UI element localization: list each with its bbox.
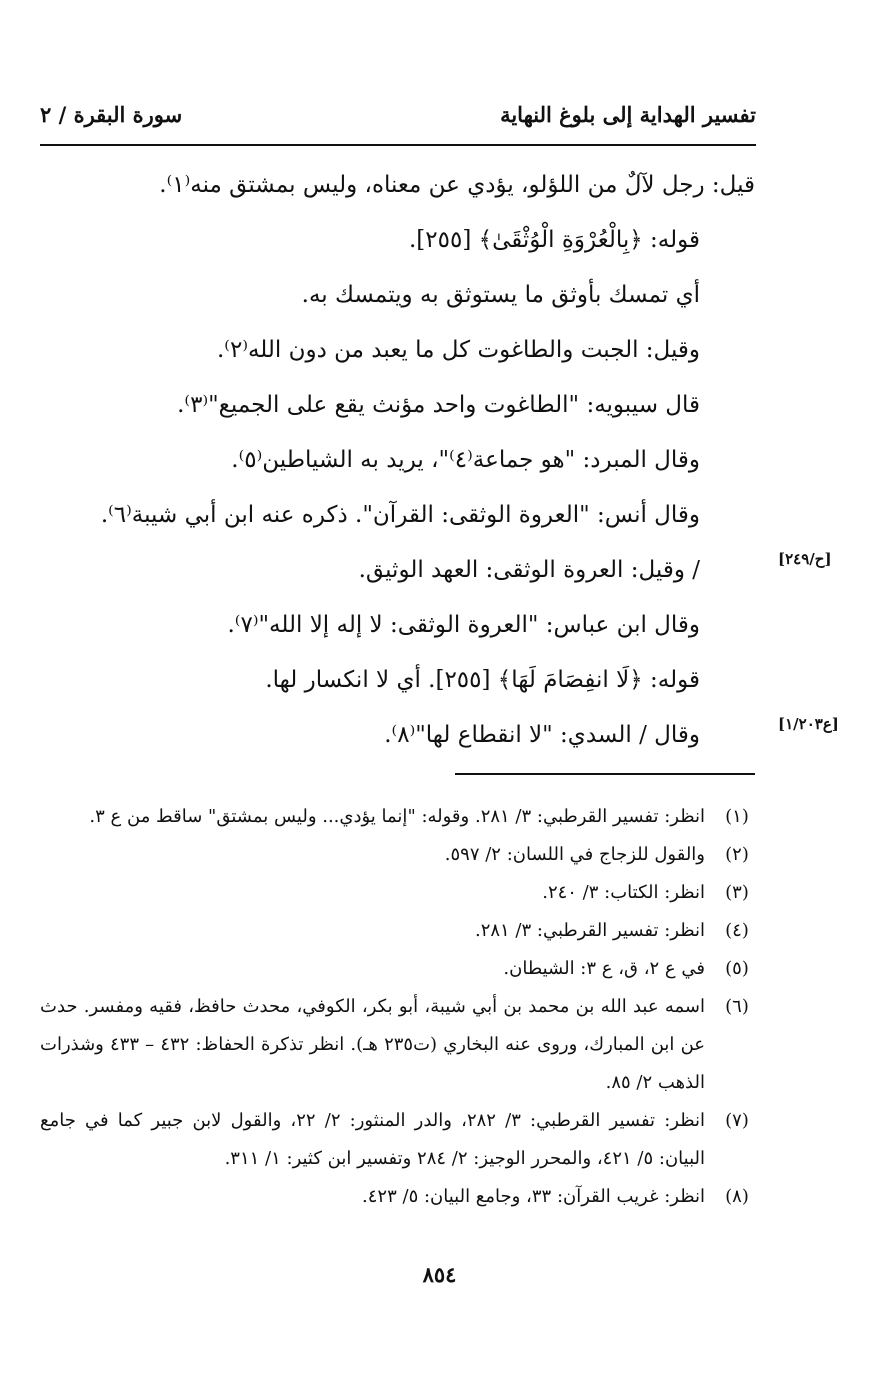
footnote xyxy=(40,988,755,1102)
footnote xyxy=(40,798,755,836)
text-line: وقال أنس: "العروة الوثقى: القرآن". ذكره عنه ابن أبي شيبة⁽٦⁾. xyxy=(100,502,700,528)
text-line: قيل: رجل لآلٌ من اللؤلو، يؤدي عن معناه، وليس بمشتق منه⁽١⁾. xyxy=(159,172,755,198)
text-line: وقال ابن عباس: "العروة الوثقى: لا إله إلا الله"⁽٧⁾. xyxy=(227,612,700,638)
footnote-text: انظر: تفسير القرطبي: ٣/ ٢٨١. xyxy=(474,920,705,941)
footnote-number: (٤) xyxy=(725,920,749,941)
footnote xyxy=(40,836,755,874)
text-line: قوله: ﴿بِالْعُرْوَةِ الْوُثْقَىٰ﴾ [٢٥٥]. xyxy=(408,227,700,253)
footnote-number: (٧) xyxy=(725,1110,749,1131)
footnote-text: انظر: تفسير القرطبي: ٣/ ٢٨٢، والدر المنثور: ٢/ ٢٢، والقول لابن جبير كما في جامع البيان: ٥/ ٤٢١، والمحرر الوجيز: ٢/ ٢٨٤ وتفسير ابن كثير: ١/ ٣١١. xyxy=(40,1110,705,1169)
footnote xyxy=(40,912,755,950)
surah-label: سورة البقرة / ٢ xyxy=(40,102,183,127)
text-line: وقال المبرد: "هو جماعة⁽٤⁾"، يريد به الشياطين⁽٥⁾. xyxy=(231,447,700,473)
running-header xyxy=(40,100,756,146)
footnote-text: اسمه عبد الله بن محمد بن أبي شيبة، أبو بكر، الكوفي، محدث حافظ، فقيه ومفسر. حدث عن ابن المبارك، وروى عنه البخاري (ت٢٣٥ هـ). انظر تذكرة الحفاظ: ٤٣٢ – ٤٣٣ وشذرات الذهب ٢/ ٨٥. xyxy=(40,996,706,1093)
text-line: وقال / السدي: "لا انقطاع لها"⁽٨⁾. xyxy=(384,722,700,748)
footnote-number: (٢) xyxy=(725,844,749,865)
footnote-text: انظر: غريب القرآن: ٣٣، وجامع البيان: ٥/ ٤٢٣. xyxy=(362,1186,705,1207)
footnote-number: (٦) xyxy=(725,996,749,1017)
footnote-number: (٣) xyxy=(725,882,749,903)
text-line: وقيل: الجبت والطاغوت كل ما يعبد من دون الله⁽٢⁾. xyxy=(216,337,700,363)
book-title: تفسير الهداية إلى بلوغ النهاية xyxy=(500,102,756,127)
footnote-text: انظر: تفسير القرطبي: ٣/ ٢٨١. وقوله: "إنما يؤدي... وليس بمشتق" ساقط من ع ٣. xyxy=(89,806,705,827)
footnote-number: (٨) xyxy=(725,1186,749,1207)
text-line: / وقيل: العروة الوثقى: العهد الوثيق. xyxy=(358,557,700,583)
margin-reference: [ع١/٢٠٣] xyxy=(778,715,839,733)
footnote-text: في ع ٢، ق، ع ٣: الشيطان. xyxy=(503,958,705,979)
footnote xyxy=(40,950,755,988)
text-line: قال سيبويه: "الطاغوت واحد مؤنث يقع على الجميع"⁽٣⁾. xyxy=(177,392,700,418)
text-line: قوله: ﴿لَا انفِصَامَ لَهَا﴾ [٢٥٥]. أي لا انكسار لها. xyxy=(265,667,700,693)
footnote-number: (١) xyxy=(725,806,749,827)
footnote-text: انظر: الكتاب: ٣/ ٢٤٠. xyxy=(542,882,705,903)
footnote xyxy=(40,874,755,912)
footnotes xyxy=(40,798,755,1216)
page-number: ٨٥٤ xyxy=(422,1262,457,1287)
footnote xyxy=(40,1102,755,1178)
text-line: أي تمسك بأوثق ما يستوثق به ويتمسك به. xyxy=(301,282,700,308)
footnote-text: والقول للزجاج في اللسان: ٢/ ٥٩٧. xyxy=(444,844,705,865)
margin-reference: [ح/٢٤٩] xyxy=(778,550,832,568)
footnote-separator xyxy=(455,773,755,775)
footnote-number: (٥) xyxy=(725,958,749,979)
footnote xyxy=(40,1178,755,1216)
main-text xyxy=(95,158,755,763)
